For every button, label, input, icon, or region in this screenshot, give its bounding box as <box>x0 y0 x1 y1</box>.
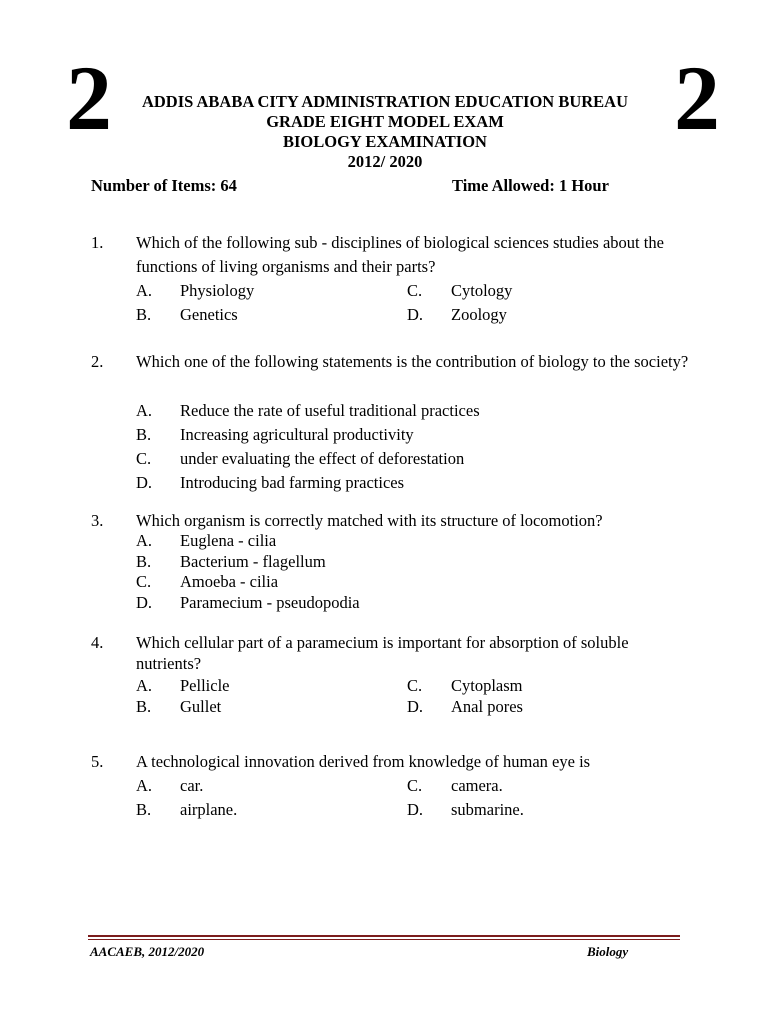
footer-org-year: AACAEB, 2012/2020 <box>90 944 205 959</box>
option-text: Zoology <box>451 305 507 324</box>
option-text: Gullet <box>180 697 222 716</box>
option-letter: D. <box>407 800 424 819</box>
question-number: 3. <box>91 511 104 530</box>
option-text: Introducing bad farming practices <box>180 473 405 492</box>
footer-rule-thick <box>88 935 680 937</box>
option-text: Euglena - cilia <box>180 531 277 550</box>
question-4 <box>91 632 691 674</box>
question-2 <box>91 350 691 374</box>
header-bureau: ADDIS ABABA CITY ADMINISTRATION EDUCATION BUREAU <box>141 92 629 111</box>
question-number: 5. <box>91 752 104 771</box>
question-3 <box>91 509 691 533</box>
option-letter: B. <box>136 800 152 819</box>
option-text: Amoeba - cilia <box>180 572 279 591</box>
question-text: Which of the following sub - disciplines of biological sciences studies about the functions of living organisms and their parts? <box>136 233 664 276</box>
option-letter: B. <box>136 305 152 324</box>
option-letter: A. <box>136 531 153 550</box>
option-text: camera. <box>451 776 503 795</box>
option-letter: C. <box>407 281 423 300</box>
exam-header <box>110 92 660 172</box>
question-1 <box>91 231 691 278</box>
time-allowed: Time Allowed: 1 Hour <box>452 176 609 195</box>
option-letter: A. <box>136 401 153 420</box>
option-text: Paramecium - pseudopodia <box>180 593 360 612</box>
footer-subject: Biology <box>587 944 629 959</box>
option-letter: B. <box>136 425 152 444</box>
option-letter: D. <box>136 473 153 492</box>
question-text: Which organism is correctly matched with its structure of locomotion? <box>136 511 603 530</box>
option-letter: C. <box>407 676 423 695</box>
page-number-right: 2 <box>674 47 720 149</box>
option-text: Cytology <box>451 281 513 300</box>
option-letter: A. <box>136 281 153 300</box>
question-text: A technological innovation derived from knowledge of human eye is <box>136 752 591 771</box>
option-letter: A. <box>136 776 153 795</box>
option-text: car. <box>180 776 204 795</box>
option-letter: B. <box>136 697 152 716</box>
option-text: Bacterium - flagellum <box>180 552 326 571</box>
option-letter: C. <box>136 449 152 468</box>
option-text: Pellicle <box>180 676 230 695</box>
question-number: 4. <box>91 633 104 652</box>
option-letter: D. <box>407 697 424 716</box>
option-text: Physiology <box>180 281 255 300</box>
footer-rule-thin <box>88 939 680 940</box>
question-text: Which cellular part of a paramecium is important for absorption of soluble nutrients? <box>136 633 629 673</box>
header-year: 2012/ 2020 <box>347 152 423 171</box>
option-text: Anal pores <box>451 697 523 716</box>
option-letter: B. <box>136 552 152 571</box>
option-letter: C. <box>136 572 152 591</box>
option-text: Cytoplasm <box>451 676 523 695</box>
option-letter: A. <box>136 676 153 695</box>
option-text: submarine. <box>451 800 524 819</box>
header-exam-type: GRADE EIGHT MODEL EXAM <box>266 112 504 131</box>
question-text: Which one of the following statements is the contribution of biology to the society? <box>136 352 689 371</box>
footer-rule <box>88 935 680 941</box>
option-letter: D. <box>407 305 424 324</box>
page-number-left: 2 <box>66 47 112 149</box>
option-text: under evaluating the effect of deforestation <box>180 449 465 468</box>
number-of-items: Number of Items: 64 <box>91 176 237 195</box>
option-letter: D. <box>136 593 153 612</box>
option-text: airplane. <box>180 800 238 819</box>
question-5 <box>91 750 691 774</box>
header-subject: BIOLOGY EXAMINATION <box>283 132 487 151</box>
question-number: 1. <box>91 233 104 252</box>
question-number: 2. <box>91 352 104 371</box>
option-text: Reduce the rate of useful traditional practices <box>180 401 480 420</box>
option-text: Genetics <box>180 305 238 324</box>
option-letter: C. <box>407 776 423 795</box>
option-text: Increasing agricultural productivity <box>180 425 414 444</box>
